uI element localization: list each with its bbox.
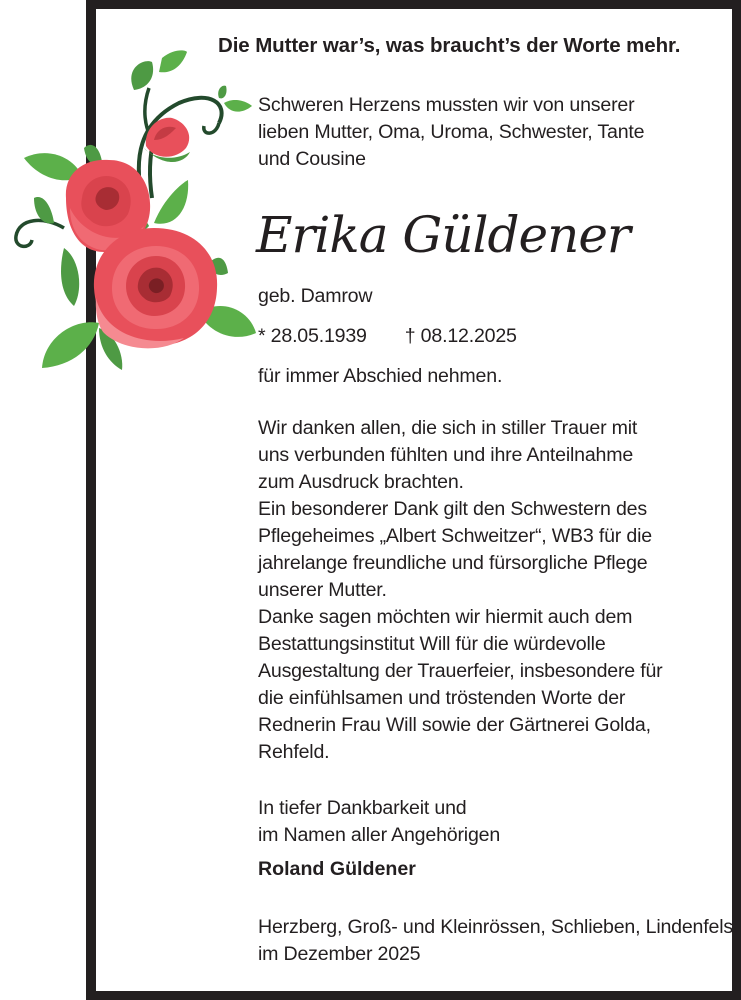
birth-name: geb. Damrow — [258, 285, 373, 307]
thanks-body — [258, 415, 663, 766]
body-line: Danke sagen möchten wir hiermit auch dem — [258, 606, 633, 628]
body-line: Pflegeheimes „Albert Schweitzer“, WB3 für die — [258, 525, 652, 547]
place-date — [258, 914, 738, 968]
body-line: uns verbunden fühlten und ihre Anteilnahme — [258, 444, 634, 466]
body-line: Ein besonderer Dank gilt den Schwestern des — [258, 498, 647, 520]
deceased-name: Erika Güldener — [256, 206, 630, 264]
body-line: jahrelange freundliche und fürsorgliche Pflege — [258, 552, 648, 574]
body-line: die einfühlsamen und tröstenden Worte der — [258, 687, 626, 709]
body-line: Wir danken allen, die sich in stiller Trauer mit — [258, 417, 638, 439]
death-date: † 08.12.2025 — [404, 325, 517, 347]
farewell-text: für immer Abschied nehmen. — [258, 365, 503, 387]
birth-date: * 28.05.1939 — [258, 325, 367, 347]
closing-line: im Namen aller Angehörigen — [258, 824, 501, 846]
motto-heading: Die Mutter war’s, was braucht’s der Worte mehr. — [218, 34, 681, 57]
intro-text — [258, 92, 644, 173]
intro-line: Schweren Herzens mussten wir von unserer — [258, 94, 635, 116]
place-line: Herzberg, Groß- und Kleinrössen, Schlieben, Lindenfels, — [258, 916, 739, 938]
body-line: Ausgestaltung der Trauerfeier, insbesondere für — [258, 660, 663, 682]
body-line: Bestattungsinstitut Will für die würdevolle — [258, 633, 606, 655]
body-line: zum Ausdruck brachten. — [258, 471, 464, 493]
intro-line: lieben Mutter, Oma, Uroma, Schwester, Tante — [258, 121, 645, 143]
place-line: im Dezember 2025 — [258, 943, 421, 965]
life-dates — [258, 323, 517, 350]
closing-text — [258, 795, 500, 849]
closing-line: In tiefer Dankbarkeit und — [258, 797, 467, 819]
body-line: Rehfeld. — [258, 741, 330, 763]
red-roses-icon — [4, 48, 256, 373]
signer-name: Roland Güldener — [258, 858, 416, 880]
intro-line: und Cousine — [258, 148, 366, 170]
body-line: Rednerin Frau Will sowie der Gärtnerei Golda, — [258, 714, 651, 736]
body-line: unserer Mutter. — [258, 579, 387, 601]
